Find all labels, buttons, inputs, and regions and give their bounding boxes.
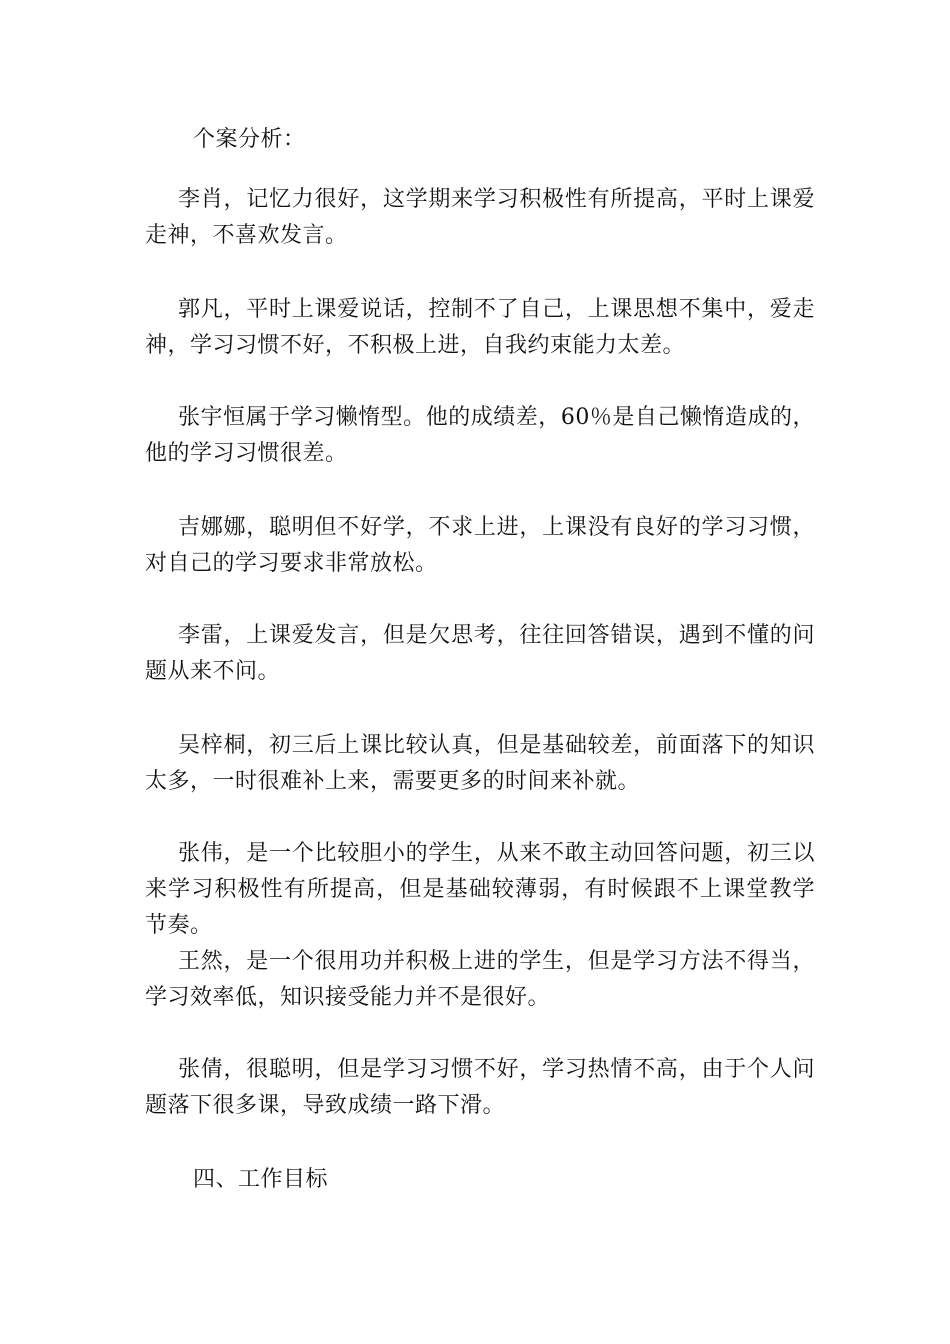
paragraph-zhang-qian: 张倩，很聪明，但是学习习惯不好，学习热情不高，由于个人问题落下很多课，导致成绩一路下滑。 (145, 1057, 815, 1118)
paragraph-li-xiao: 李肖，记忆力很好，这学期来学习积极性有所提高，平时上课爱走神，不喜欢发言。 (145, 187, 815, 248)
paragraph-guo-fan: 郭凡，平时上课爱说话，控制不了自己，上课思想不集中，爱走神，学习习惯不好，不积极上进，自我约束能力太差。 (145, 297, 815, 358)
paragraph-zhang-yuheng: 张宇恒属于学习懒惰型。他的成绩差，60％是自己懒惰造成的，他的学习习惯很差。 (145, 405, 815, 466)
paragraph-ji-nana: 吉娜娜，聪明但不好学，不求上进，上课没有良好的学习习惯，对自己的学习要求非常放松。 (145, 515, 815, 576)
paragraph-wang-ran: 王然，是一个很用功并积极上进的学生，但是学习方法不得当，学习效率低，知识接受能力并不是很好。 (145, 949, 815, 1010)
paragraph-wu-zitong: 吴梓桐，初三后上课比较认真，但是基础较差，前面落下的知识太多，一时很难补上来，需要更多的时间来补就。 (145, 733, 815, 794)
paragraph-zhang-wei: 张伟，是一个比较胆小的学生，从来不敢主动回答问题，初三以来学习积极性有所提高，但是基础较薄弱，有时候跟不上课堂教学节奏。 (145, 841, 815, 938)
section-heading-case-analysis: 个案分析： (193, 127, 306, 152)
section-heading-work-goals: 四、工作目标 (193, 1167, 329, 1192)
paragraph-li-lei: 李雷，上课爱发言，但是欠思考，往往回答错误，遇到不懂的问题从来不问。 (145, 623, 815, 684)
